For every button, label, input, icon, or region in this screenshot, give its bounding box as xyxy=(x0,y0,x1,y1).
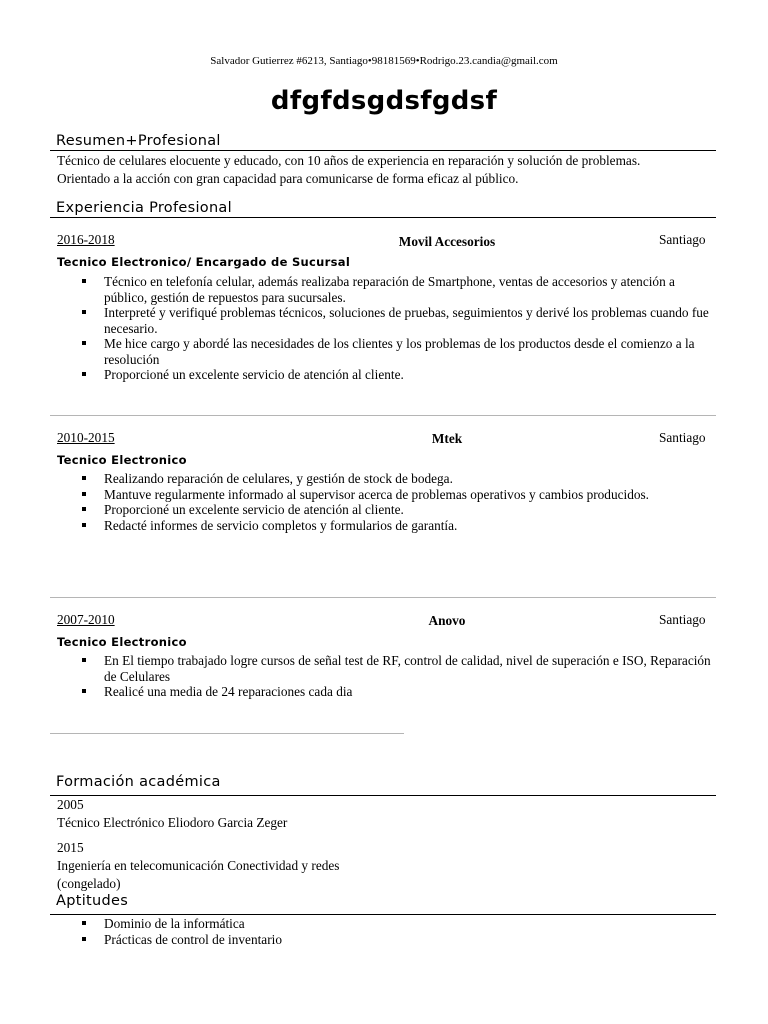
experience-heading: Experiencia Profesional xyxy=(56,200,232,216)
list-item: Técnico en telefonía celular, además realizaba reparación de Smartphone, ventas de accesorios y atención a público, gestión de repuestos para sucursales. xyxy=(57,274,717,305)
job-dates: 2016-2018 xyxy=(57,232,115,247)
education-line: Ingeniería en telecomunicación Conectividad y redes xyxy=(57,858,340,873)
job-divider xyxy=(50,415,716,416)
job-divider xyxy=(50,597,716,598)
list-item: Realizando reparación de celulares, y gestión de stock de bodega. xyxy=(57,471,717,487)
list-item: Proporcioné un excelente servicio de atención al cliente. xyxy=(57,502,717,518)
list-item: Interpreté y verifiqué problemas técnicos, soluciones de pruebas, seguimientos y derivé los problemas cuando fue necesario. xyxy=(57,305,717,336)
job-city: Santiago xyxy=(659,232,706,247)
skills-heading: Aptitudes xyxy=(56,893,129,909)
list-item: En El tiempo trabajado logre cursos de señal test de RF, control de calidad, nivel de superación e ISO, Reparación de Celulares xyxy=(57,653,717,684)
job-company: Mtek xyxy=(431,431,463,446)
list-item: Realicé una media de 24 reparaciones cada dia xyxy=(57,684,717,700)
list-item: Dominio de la informática xyxy=(57,916,717,932)
education-year: 2005 xyxy=(57,797,84,812)
job-company: Movil Accesorios xyxy=(398,234,496,249)
list-item: Prácticas de control de inventario xyxy=(57,932,717,948)
job-bullets xyxy=(57,471,717,533)
job-divider xyxy=(50,733,404,734)
education-entry xyxy=(57,839,717,893)
candidate-name: dfgfdsgdsfgdsf xyxy=(270,86,498,116)
education-line: Técnico Electrónico Eliodoro Garcia Zeger xyxy=(57,815,288,830)
job-role: Tecnico Electronico/ Encargado de Sucursal xyxy=(57,255,351,269)
summary-line-2: Orientado a la acción con gran capacidad para comunicarse de forma eficaz al público. xyxy=(57,171,519,186)
job-dates: 2010-2015 xyxy=(57,430,115,445)
job-city: Santiago xyxy=(659,430,706,445)
skills-rule xyxy=(50,914,716,915)
education-line: (congelado) xyxy=(57,876,121,891)
summary-heading: Resumen+Profesional xyxy=(56,133,221,149)
job-bullets xyxy=(57,653,717,700)
summary-text xyxy=(57,152,717,188)
summary-line-1: Técnico de celulares elocuente y educado, con 10 años de experiencia en reparación y solución de problemas. xyxy=(57,153,641,168)
experience-rule xyxy=(50,217,716,218)
skills-list xyxy=(57,916,717,947)
job-company: Anovo xyxy=(428,613,466,628)
contact-line: Salvador Gutierrez #6213, Santiago•98181569•Rodrigo.23.candia@gmail.com xyxy=(210,55,558,67)
list-item: Redacté informes de servicio completos y formularios de garantía. xyxy=(57,518,717,534)
education-entry xyxy=(57,796,717,832)
job-bullets xyxy=(57,274,717,383)
job-dates: 2007-2010 xyxy=(57,612,115,627)
list-item: Me hice cargo y abordé las necesidades de los clientes y los problemas de los productos desde el comienzo a la resolución xyxy=(57,336,717,367)
list-item: Mantuve regularmente informado al supervisor acerca de problemas operativos y cambios producidos. xyxy=(57,487,717,503)
education-year: 2015 xyxy=(57,840,84,855)
summary-rule xyxy=(50,150,716,151)
job-city: Santiago xyxy=(659,612,706,627)
list-item: Proporcioné un excelente servicio de atención al cliente. xyxy=(57,367,717,383)
education-heading: Formación académica xyxy=(56,774,221,790)
job-role: Tecnico Electronico xyxy=(57,453,187,467)
job-role: Tecnico Electronico xyxy=(57,635,187,649)
